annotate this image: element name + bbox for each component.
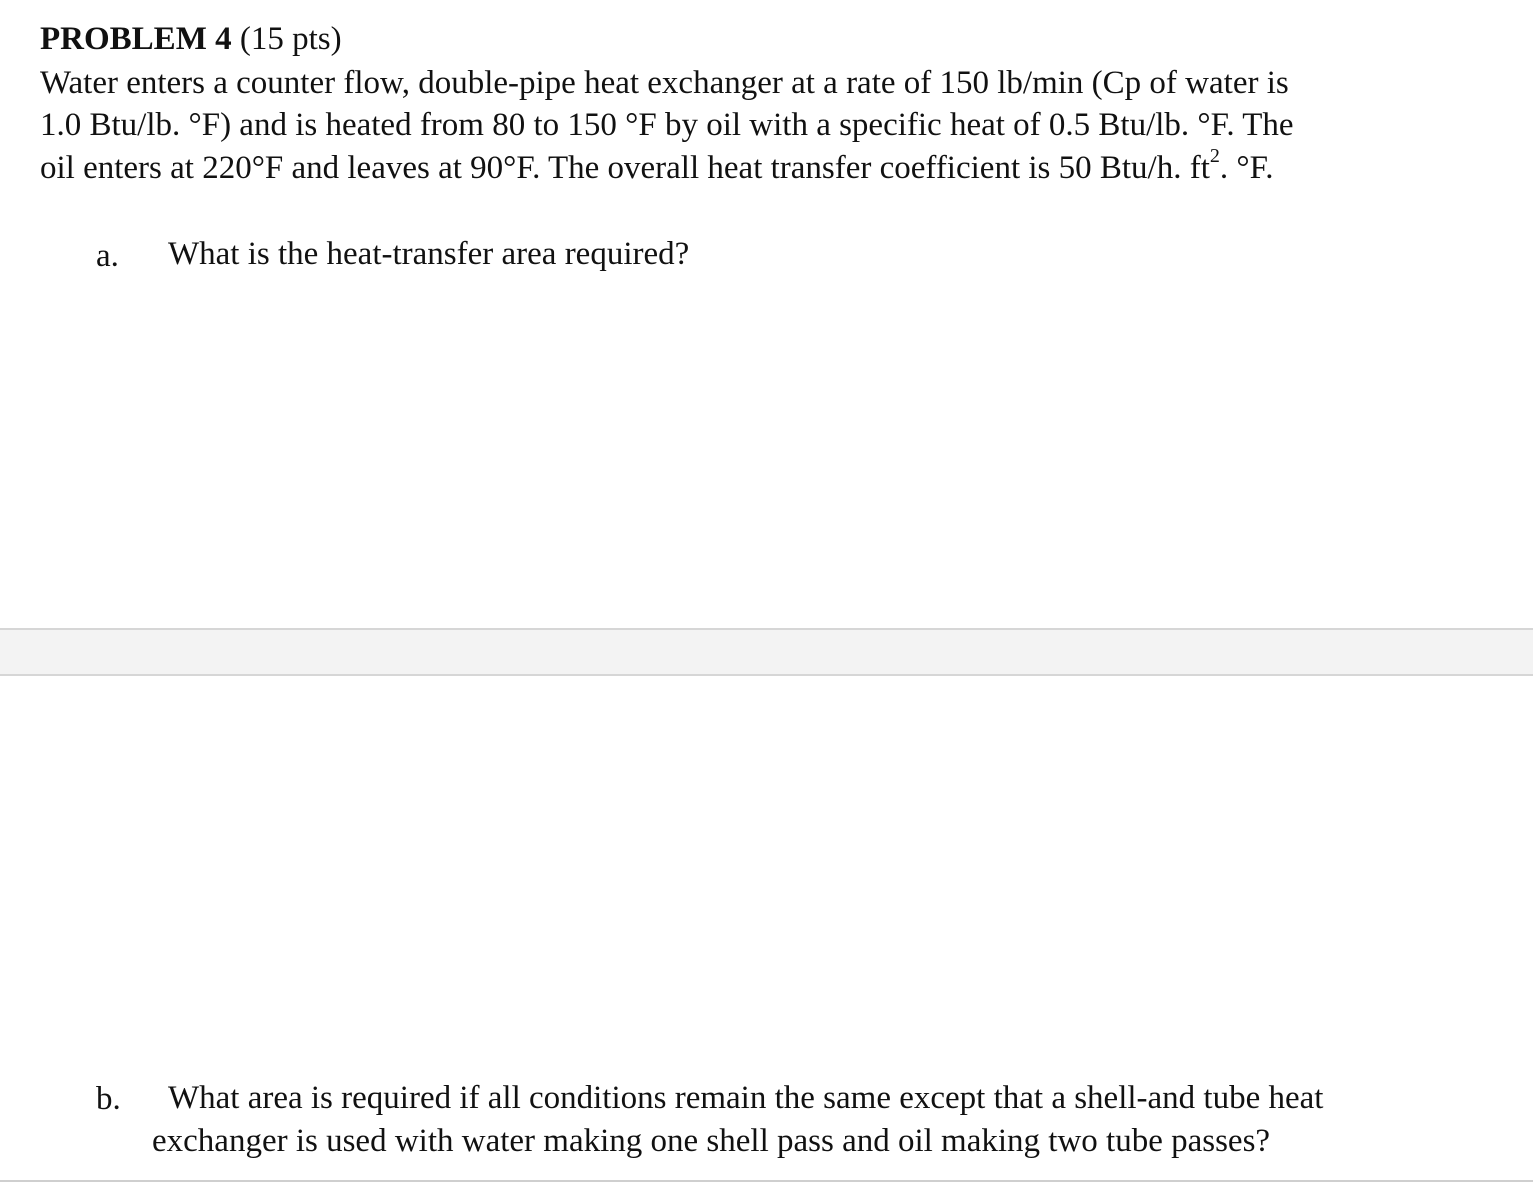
problem-points: (15 pts) [231, 21, 342, 57]
line3-text: oil enters at 220°F and leaves at 90°F. The overall heat transfer coefficient is 50 Btu/h. ft [40, 150, 1210, 186]
problem-title [40, 18, 342, 60]
line3-superscript: 2 [1209, 145, 1220, 167]
question-b-label: b. [96, 1081, 121, 1117]
problem-number: PROBLEM 4 [40, 21, 232, 57]
question-b-text-line-1: What area is required if all conditions remain the same except that a shell-and tube heat [168, 1080, 1324, 1116]
problem-statement-line-1: Water enters a counter flow, double-pipe heat exchanger at a rate of 150 lb/min (Cp of water is [40, 65, 1289, 101]
line3-end: . °F. [1219, 150, 1274, 186]
page-separator [0, 628, 1533, 676]
problem-statement-line-2: 1.0 Btu/lb. °F) and is heated from 80 to 150 °F by oil with a specific heat of 0.5 Btu/lb. °F. The [40, 107, 1294, 143]
question-a-text: What is the heat-transfer area required? [168, 236, 690, 272]
question-b-text-line-2: exchanger is used with water making one shell pass and oil making two tube passes? [152, 1123, 1271, 1159]
page-bottom-edge [0, 1180, 1533, 1182]
question-a-label: a. [96, 238, 119, 274]
problem-statement-line-3 [40, 147, 1274, 189]
